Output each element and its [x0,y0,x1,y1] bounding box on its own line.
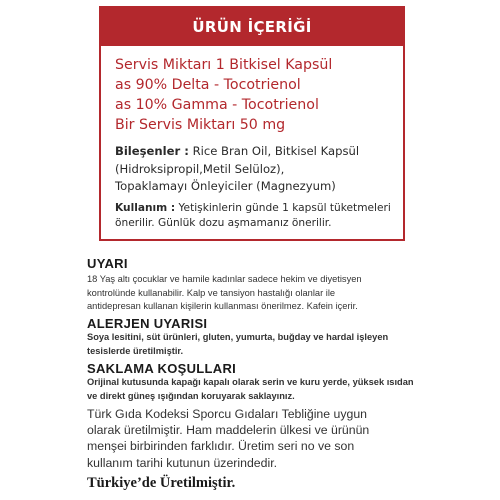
storage-title: SAKLAMA KOŞULLARI [87,361,237,376]
serving-line: as 90% Delta - Tocotrienol [115,77,301,93]
allergen-line: Soya lesitini, süt ürünleri, gluten, yumurta, buğday ve hardal işleyen [87,332,389,342]
allergen-text [87,331,388,358]
product-content-box [99,6,405,241]
serving-line: Bir Servis Miktarı 50 mg [115,117,286,133]
ingredients-text: Topaklamayı Önleyiciler (Magnezyum) [115,179,336,193]
usage-text: önerilir. Günlük dozu aşmamanız önerilir. [115,217,332,229]
allergen-line: tesislerde üretilmiştir. [87,345,184,356]
warning-line: 18 Yaş altı çocuklar ve hamile kadınlar sadece hekim ve diyetisyen [87,274,362,284]
warning-line: kontrolünde kullanabilir. Kalp ve tansiyon hastalığı olanlar ile [87,287,336,298]
ingredients-label: Bileşenler : [115,144,189,158]
serving-line: as 10% Gamma - Tocotrienol [115,97,319,113]
regulation-line: Türk Gıda Kodeksi Sporcu Gıdaları Tebliğine uygun [87,407,368,421]
storage-text [87,376,414,403]
usage-line-first [115,201,395,217]
allergen-title: ALERJEN UYARISI [87,316,208,331]
regulation-line: kullanım tarihi kutunun üzerindedir. [87,455,278,470]
storage-line: ve direkt güneş ışığından koruyarak saklayınız. [87,390,295,401]
warning-title: UYARI [87,256,128,271]
regulation-line: menşei birbirinden farklıdır. Üretim seri no ve son [87,439,355,454]
ingredients-text: (Hidroksipropil,Metil Selüloz), [115,161,285,176]
warning-text [87,273,362,314]
ingredients-line-first [115,143,395,161]
product-content-title: ÜRÜN İÇERİĞİ [101,8,403,46]
made-in-turkey: Türkiye’de Üretilmiştir. [87,475,236,491]
ingredients-text: Rice Bran Oil, Bitkisel Kapsül [188,144,360,158]
serving-info [115,55,403,135]
warning-line: antidepresan kullanan kişilerin kullanması önerilmez. Kafein içerir. [87,301,358,312]
usage-block [115,201,395,232]
ingredients-block [115,143,395,196]
regulation-line: olarak üretilmiştir. Ham maddelerin ülkesi ve ürünün [87,423,370,438]
regulation-text [87,406,369,471]
serving-line: Servis Miktarı 1 Bitkisel Kapsül [115,57,333,73]
usage-text: Yetişkinlerin günde 1 kapsül tüketmeleri [175,201,391,214]
usage-label: Kullanım : [115,201,176,214]
storage-line: Orijinal kutusunda kapağı kapalı olarak serin ve kuru yerde, yüksek ısıdan [87,377,414,387]
